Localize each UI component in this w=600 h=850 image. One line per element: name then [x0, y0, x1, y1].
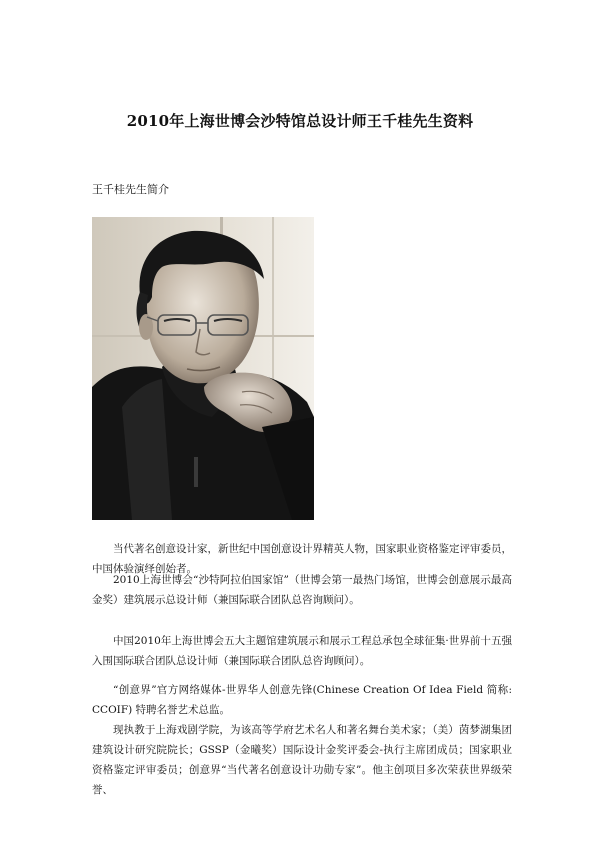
teaching-paragraph: 现执教于上海戏剧学院，为该高等学府艺术名人和著名舞台美术家；（美）茵梦湖集团建筑设计研究院院长；GSSP（金曦奖）国际设计金奖评委会-执行主席团成员；国家职业资格鉴定评审委员；创意界“当代著名创意设计功勋专家”。他主创项目多次荣获世界级荣誉、: [92, 724, 512, 796]
expo-theme-pavilion-paragraph: 中国2010年上海世博会五大主题馆建筑展示和展示工程总承包全球征集·世界前十五强入围国际联合团队总设计师（兼国际联合团队总咨询顾问）。: [92, 635, 512, 667]
expo-saudi-pavilion-paragraph: 2010上海世博会“沙特阿拉伯国家馆”（世博会第一最热门场馆，世博会创意展示最高金奖）建筑展示总设计师（兼国际联合团队总咨询顾问）。: [92, 574, 512, 606]
document-title: 2010年上海世博会沙特馆总设计师王千桂先生资料: [126, 112, 474, 130]
section-heading: 王千桂先生简介: [92, 183, 169, 196]
portrait-photo: [92, 217, 314, 520]
ccoif-paragraph: “创意界”官方网络媒体-世界华人创意先锋(Chinese Creation Of Idea Field 简称: CCOIF) 特聘名誉艺术总监。: [92, 684, 512, 716]
intro-paragraph: 当代著名创意设计家，新世纪中国创意设计界精英人物，国家职业资格鉴定评审委员，中国体验演绎创始者。: [92, 543, 512, 575]
